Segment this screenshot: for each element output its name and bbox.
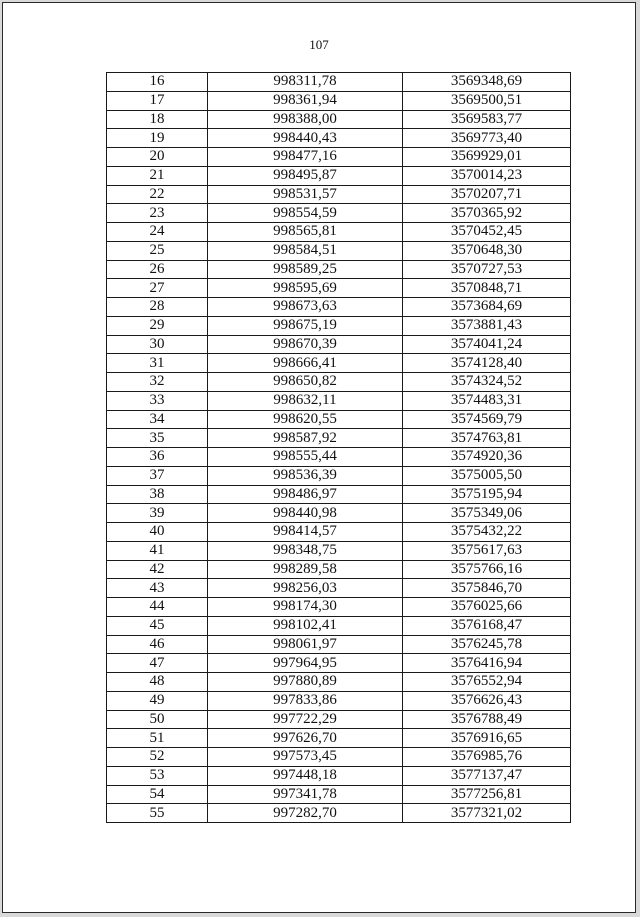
y-coordinate-cell: 3574041,24	[403, 335, 571, 354]
table-row	[107, 129, 571, 148]
point-number-cell: 26	[107, 260, 208, 279]
y-coordinate-cell: 3577137,47	[403, 766, 571, 785]
coordinates-table-body	[107, 73, 571, 823]
x-coordinate-cell: 998670,39	[208, 335, 403, 354]
x-coordinate-cell: 997626,70	[208, 729, 403, 748]
point-number-cell: 29	[107, 316, 208, 335]
x-coordinate-cell: 997573,45	[208, 748, 403, 767]
y-coordinate-cell: 3576788,49	[403, 710, 571, 729]
y-coordinate-cell: 3575846,70	[403, 579, 571, 598]
table-row	[107, 485, 571, 504]
point-number-cell: 51	[107, 729, 208, 748]
point-number-cell: 49	[107, 691, 208, 710]
x-coordinate-cell: 998102,41	[208, 616, 403, 635]
table-row	[107, 279, 571, 298]
point-number-cell: 34	[107, 410, 208, 429]
x-coordinate-cell: 997833,86	[208, 691, 403, 710]
x-coordinate-cell: 998486,97	[208, 485, 403, 504]
point-number-cell: 27	[107, 279, 208, 298]
table-row	[107, 204, 571, 223]
table-row	[107, 410, 571, 429]
y-coordinate-cell: 3575617,63	[403, 541, 571, 560]
table-row	[107, 223, 571, 242]
y-coordinate-cell: 3577256,81	[403, 785, 571, 804]
x-coordinate-cell: 998584,51	[208, 241, 403, 260]
point-number-cell: 32	[107, 373, 208, 392]
table-row	[107, 391, 571, 410]
y-coordinate-cell: 3569773,40	[403, 129, 571, 148]
y-coordinate-cell: 3576168,47	[403, 616, 571, 635]
point-number-cell: 30	[107, 335, 208, 354]
y-coordinate-cell: 3576245,78	[403, 635, 571, 654]
y-coordinate-cell: 3577321,02	[403, 804, 571, 823]
table-row	[107, 260, 571, 279]
table-row	[107, 785, 571, 804]
x-coordinate-cell: 998414,57	[208, 523, 403, 542]
table-row	[107, 766, 571, 785]
y-coordinate-cell: 3570365,92	[403, 204, 571, 223]
y-coordinate-cell: 3576985,76	[403, 748, 571, 767]
point-number-cell: 23	[107, 204, 208, 223]
y-coordinate-cell: 3575432,22	[403, 523, 571, 542]
x-coordinate-cell: 997722,29	[208, 710, 403, 729]
table-row	[107, 148, 571, 167]
point-number-cell: 41	[107, 541, 208, 560]
point-number-cell: 46	[107, 635, 208, 654]
table-row	[107, 166, 571, 185]
y-coordinate-cell: 3574324,52	[403, 373, 571, 392]
x-coordinate-cell: 998256,03	[208, 579, 403, 598]
point-number-cell: 17	[107, 91, 208, 110]
x-coordinate-cell: 998388,00	[208, 110, 403, 129]
point-number-cell: 47	[107, 654, 208, 673]
x-coordinate-cell: 998311,78	[208, 73, 403, 92]
x-coordinate-cell: 998673,63	[208, 298, 403, 317]
y-coordinate-cell: 3575766,16	[403, 560, 571, 579]
point-number-cell: 38	[107, 485, 208, 504]
table-row	[107, 373, 571, 392]
x-coordinate-cell: 998620,55	[208, 410, 403, 429]
table-row	[107, 654, 571, 673]
x-coordinate-cell: 997341,78	[208, 785, 403, 804]
y-coordinate-cell: 3570207,71	[403, 185, 571, 204]
x-coordinate-cell: 998650,82	[208, 373, 403, 392]
x-coordinate-cell: 998555,44	[208, 448, 403, 467]
x-coordinate-cell: 997448,18	[208, 766, 403, 785]
table-row	[107, 673, 571, 692]
x-coordinate-cell: 998632,11	[208, 391, 403, 410]
table-row	[107, 354, 571, 373]
y-coordinate-cell: 3570014,23	[403, 166, 571, 185]
point-number-cell: 48	[107, 673, 208, 692]
y-coordinate-cell: 3574483,31	[403, 391, 571, 410]
point-number-cell: 45	[107, 616, 208, 635]
point-number-cell: 42	[107, 560, 208, 579]
x-coordinate-cell: 998554,59	[208, 204, 403, 223]
y-coordinate-cell: 3570648,30	[403, 241, 571, 260]
x-coordinate-cell: 998061,97	[208, 635, 403, 654]
y-coordinate-cell: 3574763,81	[403, 429, 571, 448]
table-row	[107, 110, 571, 129]
point-number-cell: 24	[107, 223, 208, 242]
x-coordinate-cell: 997964,95	[208, 654, 403, 673]
y-coordinate-cell: 3576416,94	[403, 654, 571, 673]
coordinates-table	[106, 72, 571, 823]
point-number-cell: 22	[107, 185, 208, 204]
point-number-cell: 16	[107, 73, 208, 92]
y-coordinate-cell: 3575005,50	[403, 466, 571, 485]
point-number-cell: 33	[107, 391, 208, 410]
table-row	[107, 804, 571, 823]
x-coordinate-cell: 997880,89	[208, 673, 403, 692]
y-coordinate-cell: 3576916,65	[403, 729, 571, 748]
x-coordinate-cell: 998666,41	[208, 354, 403, 373]
table-row	[107, 560, 571, 579]
table-row	[107, 73, 571, 92]
y-coordinate-cell: 3574920,36	[403, 448, 571, 467]
y-coordinate-cell: 3576552,94	[403, 673, 571, 692]
table-row	[107, 523, 571, 542]
point-number-cell: 55	[107, 804, 208, 823]
table-row	[107, 448, 571, 467]
y-coordinate-cell: 3573881,43	[403, 316, 571, 335]
document-page	[2, 2, 636, 913]
point-number-cell: 50	[107, 710, 208, 729]
point-number-cell: 31	[107, 354, 208, 373]
x-coordinate-cell: 998495,87	[208, 166, 403, 185]
table-row	[107, 241, 571, 260]
x-coordinate-cell: 998595,69	[208, 279, 403, 298]
table-row	[107, 710, 571, 729]
point-number-cell: 19	[107, 129, 208, 148]
x-coordinate-cell: 998536,39	[208, 466, 403, 485]
y-coordinate-cell: 3569500,51	[403, 91, 571, 110]
table-row	[107, 729, 571, 748]
table-row	[107, 429, 571, 448]
x-coordinate-cell: 998565,81	[208, 223, 403, 242]
y-coordinate-cell: 3574569,79	[403, 410, 571, 429]
x-coordinate-cell: 998675,19	[208, 316, 403, 335]
x-coordinate-cell: 998174,30	[208, 598, 403, 617]
point-number-cell: 54	[107, 785, 208, 804]
y-coordinate-cell: 3569929,01	[403, 148, 571, 167]
y-coordinate-cell: 3570727,53	[403, 260, 571, 279]
x-coordinate-cell: 998589,25	[208, 260, 403, 279]
x-coordinate-cell: 998348,75	[208, 541, 403, 560]
point-number-cell: 21	[107, 166, 208, 185]
table-row	[107, 91, 571, 110]
point-number-cell: 53	[107, 766, 208, 785]
y-coordinate-cell: 3569348,69	[403, 73, 571, 92]
point-number-cell: 28	[107, 298, 208, 317]
x-coordinate-cell: 998440,43	[208, 129, 403, 148]
table-row	[107, 185, 571, 204]
table-row	[107, 635, 571, 654]
y-coordinate-cell: 3570452,45	[403, 223, 571, 242]
table-row	[107, 579, 571, 598]
x-coordinate-cell: 998477,16	[208, 148, 403, 167]
point-number-cell: 35	[107, 429, 208, 448]
y-coordinate-cell: 3575349,06	[403, 504, 571, 523]
table-row	[107, 335, 571, 354]
x-coordinate-cell: 997282,70	[208, 804, 403, 823]
y-coordinate-cell: 3573684,69	[403, 298, 571, 317]
y-coordinate-cell: 3574128,40	[403, 354, 571, 373]
y-coordinate-cell: 3575195,94	[403, 485, 571, 504]
page-number: 107	[309, 37, 329, 52]
table-row	[107, 541, 571, 560]
point-number-cell: 39	[107, 504, 208, 523]
table-row	[107, 616, 571, 635]
table-row	[107, 466, 571, 485]
point-number-cell: 20	[107, 148, 208, 167]
point-number-cell: 43	[107, 579, 208, 598]
table-row	[107, 748, 571, 767]
y-coordinate-cell: 3576025,66	[403, 598, 571, 617]
point-number-cell: 18	[107, 110, 208, 129]
x-coordinate-cell: 998361,94	[208, 91, 403, 110]
point-number-cell: 36	[107, 448, 208, 467]
table-row	[107, 298, 571, 317]
point-number-cell: 25	[107, 241, 208, 260]
table-row	[107, 598, 571, 617]
x-coordinate-cell: 998440,98	[208, 504, 403, 523]
table-row	[107, 504, 571, 523]
point-number-cell: 40	[107, 523, 208, 542]
point-number-cell: 52	[107, 748, 208, 767]
point-number-cell: 44	[107, 598, 208, 617]
x-coordinate-cell: 998587,92	[208, 429, 403, 448]
table-row	[107, 316, 571, 335]
x-coordinate-cell: 998289,58	[208, 560, 403, 579]
y-coordinate-cell: 3569583,77	[403, 110, 571, 129]
x-coordinate-cell: 998531,57	[208, 185, 403, 204]
y-coordinate-cell: 3576626,43	[403, 691, 571, 710]
table-row	[107, 691, 571, 710]
y-coordinate-cell: 3570848,71	[403, 279, 571, 298]
point-number-cell: 37	[107, 466, 208, 485]
